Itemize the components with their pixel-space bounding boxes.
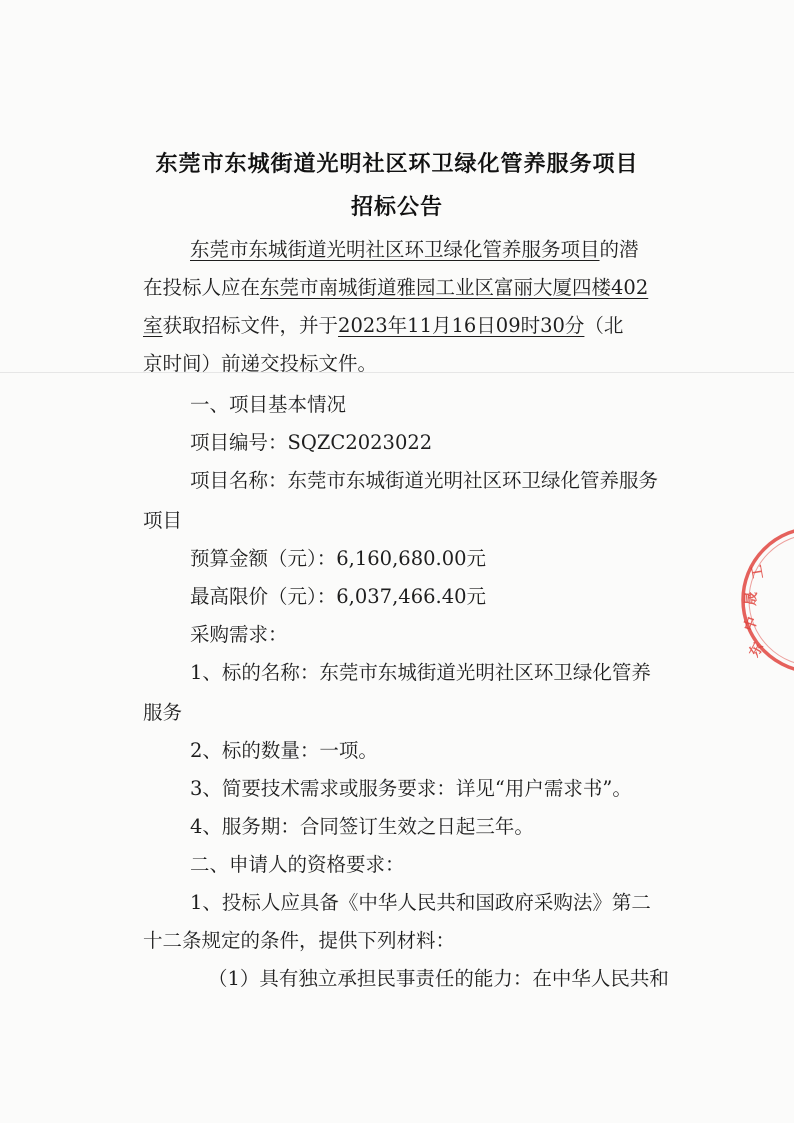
requirement-item-2: 2、标的数量：一项。 xyxy=(190,739,378,762)
qualification-item-1-cont: 十二条规定的条件，提供下列材料： xyxy=(143,929,456,952)
intro-text-b: 在投标人应在 xyxy=(143,276,261,299)
intro-address-part2: 室 xyxy=(143,314,163,337)
scan-fold-line xyxy=(0,372,794,373)
intro-text-d: （北 xyxy=(584,314,624,337)
svg-text:中: 中 xyxy=(741,614,762,634)
intro-line-3 xyxy=(143,313,623,339)
svg-text:工: 工 xyxy=(748,563,767,581)
intro-line-2 xyxy=(143,275,648,301)
requirement-item-1: 1、标的名称：东莞市东城街道光明社区环卫绿化管养 xyxy=(190,661,651,684)
procurement-label: 采购需求： xyxy=(190,623,288,646)
max-price-label: 最高限价（元）： xyxy=(190,585,337,608)
max-price-value: 6,037,466.40 xyxy=(336,585,467,608)
requirement-item-4: 4、服务期：合同签订生效之日起三年。 xyxy=(190,815,534,838)
section1-heading: 一、项目基本情况 xyxy=(190,393,347,416)
company-seal xyxy=(735,520,794,680)
intro-text-a: 的潜 xyxy=(599,238,639,261)
svg-text:东: 东 xyxy=(746,640,768,660)
document-title-line2: 招标公告 xyxy=(350,194,443,220)
project-name-label: 项目名称： xyxy=(190,469,288,492)
intro-text-e: 京时间）前递交投标文件。 xyxy=(143,352,378,375)
budget-label: 预算金额（元）： xyxy=(190,547,337,570)
document-title-line1: 东莞市东城街道光明社区环卫绿化管养服务项目 xyxy=(155,151,639,177)
section2-heading: 二、申请人的资格要求： xyxy=(190,853,405,876)
intro-project-name: 东莞市东城街道光明社区环卫绿化管养服务项目 xyxy=(190,238,600,261)
intro-address-part1: 东莞市南城街道雅园工业区富丽大厦四楼402 xyxy=(260,276,649,299)
budget-row xyxy=(190,546,486,572)
budget-unit: 元 xyxy=(466,547,487,570)
project-number-value: SQZC2023022 xyxy=(287,431,433,454)
requirement-item-1-cont: 服务 xyxy=(143,701,183,724)
max-price-unit: 元 xyxy=(466,585,487,608)
intro-deadline: 2023年11月16日09时30分 xyxy=(338,314,585,337)
project-number-label: 项目编号： xyxy=(190,431,288,454)
project-name-value-part1: 东莞市东城街道光明社区环卫绿化管养服务 xyxy=(287,469,659,492)
budget-value: 6,160,680.00 xyxy=(336,547,467,570)
intro-text-c: 获取招标文件，并于 xyxy=(162,314,339,337)
svg-text:晟: 晟 xyxy=(743,591,760,607)
max-price-row xyxy=(190,584,486,610)
intro-line-4 xyxy=(143,351,377,377)
intro-line-1 xyxy=(190,237,639,263)
project-name-row xyxy=(190,468,658,494)
project-name-row-cont: 项目 xyxy=(143,509,183,532)
qualification-sub-item-1: （1）具有独立承担民事责任的能力：在中华人民共和 xyxy=(208,967,669,990)
project-number-row xyxy=(190,430,432,456)
requirement-item-3: 3、简要技术需求或服务要求：详见“用户需求书”。 xyxy=(190,777,632,800)
qualification-item-1: 1、投标人应具备《中华人民共和国政府采购法》第二 xyxy=(190,891,651,914)
